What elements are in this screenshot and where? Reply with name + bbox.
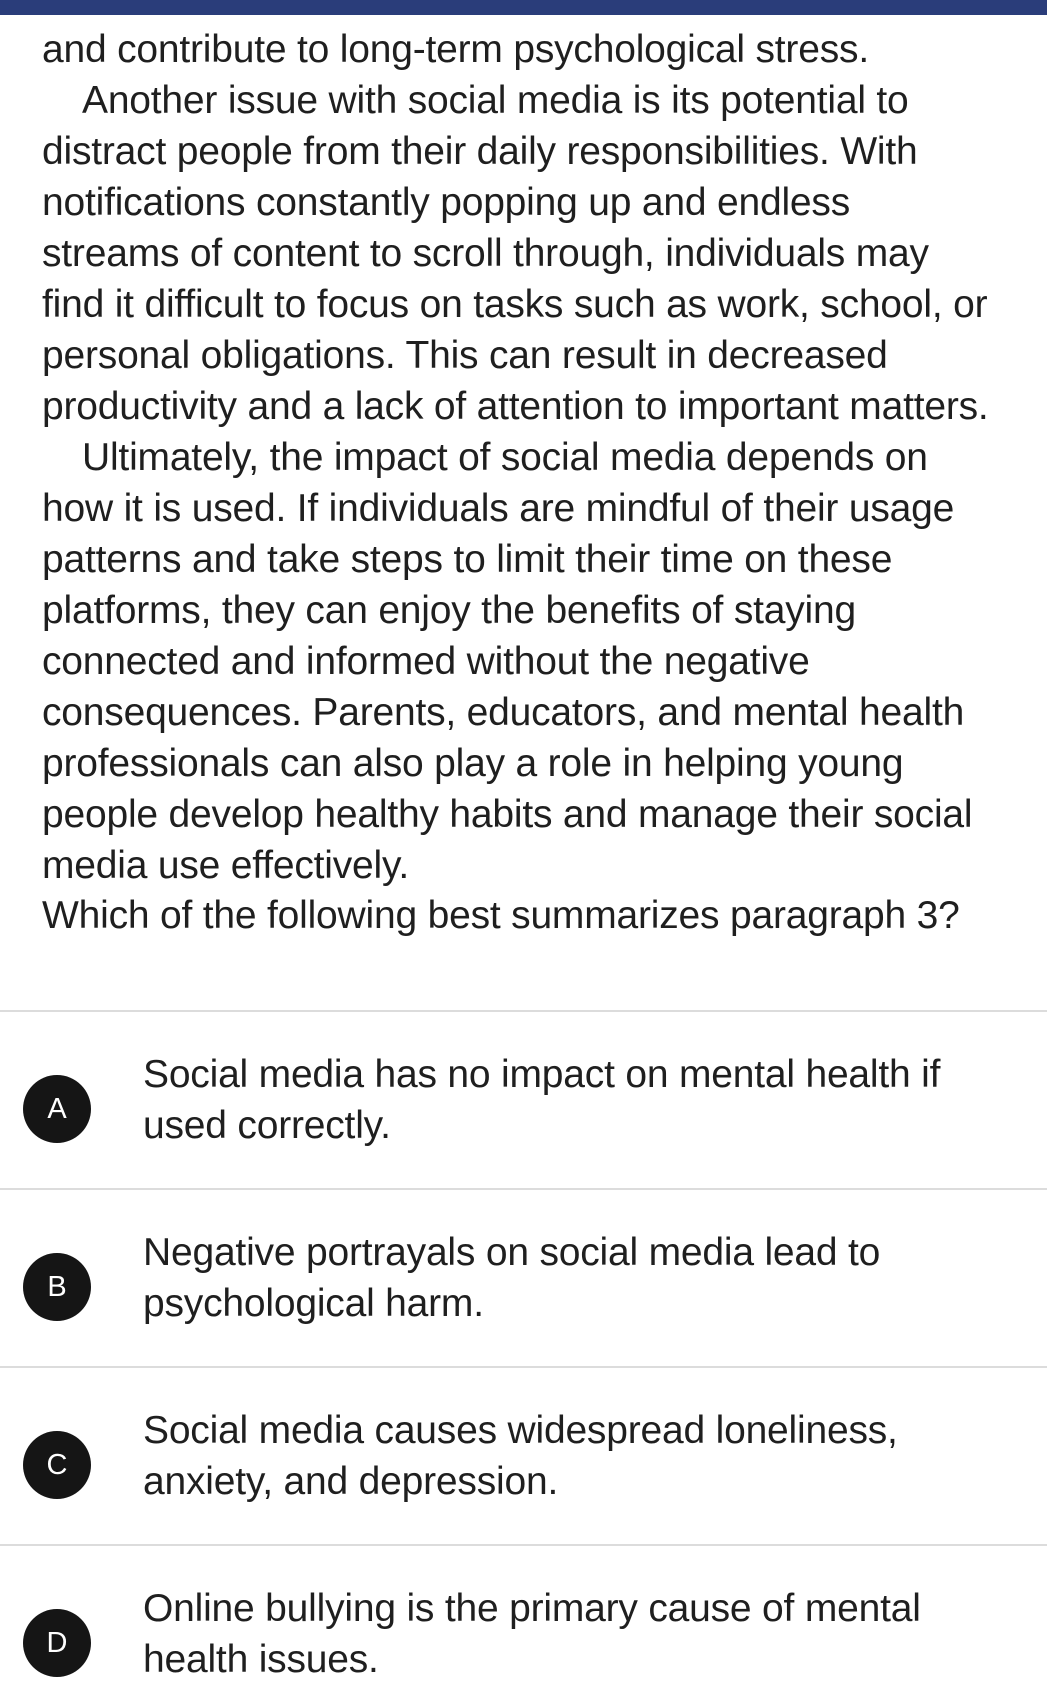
question-prompt: Which of the following best summarizes paragraph 3? bbox=[42, 894, 960, 937]
choice-letter-badge: B bbox=[23, 1253, 91, 1321]
reading-passage bbox=[42, 24, 1042, 891]
passage-paragraph-fragment: and contribute to long-term psychological stress. bbox=[42, 28, 869, 71]
choice-text: Social media has no impact on mental health if used correctly. bbox=[143, 1053, 941, 1147]
choice-letter-badge: D bbox=[23, 1609, 91, 1677]
answer-choice-c[interactable] bbox=[0, 1368, 1047, 1544]
choice-text: Online bullying is the primary cause of mental health issues. bbox=[143, 1587, 921, 1681]
answer-choice-a[interactable] bbox=[0, 1012, 1047, 1188]
top-header-bar bbox=[0, 0, 1047, 15]
passage-paragraph-3: Ultimately, the impact of social media depends on how it is used. If individuals are mindful of their usage patterns and take steps to limit their time on these platforms, they can enjoy the benefits of staying connected and informed without the negative consequences. Parents, educators, and mental health professionals can also play a role in helping young people develop healthy habits and manage their social media use effectively. bbox=[42, 436, 973, 887]
answer-choice-b[interactable] bbox=[0, 1190, 1047, 1366]
choice-text: Social media causes widespread loneliness, anxiety, and depression. bbox=[143, 1409, 898, 1503]
choice-letter-badge: C bbox=[23, 1431, 91, 1499]
answer-choice-d[interactable] bbox=[0, 1546, 1047, 1685]
choice-letter-badge: A bbox=[23, 1075, 91, 1143]
passage-paragraph-2: Another issue with social media is its potential to distract people from their daily responsibilities. With notifications constantly popping up and endless streams of content to scroll through, individuals may find it difficult to focus on tasks such as work, school, or personal obligations. This can result in decreased productivity and a lack of attention to important matters. bbox=[42, 79, 989, 428]
choice-text: Negative portrayals on social media lead to psychological harm. bbox=[143, 1231, 881, 1325]
